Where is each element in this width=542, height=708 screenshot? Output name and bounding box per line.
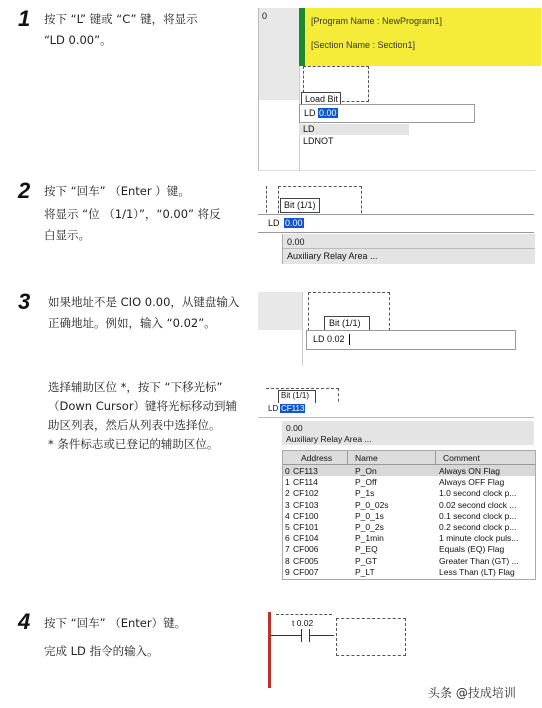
instruction-input[interactable]	[258, 403, 534, 418]
contact-label: t 0.02	[292, 618, 314, 628]
bit-title-box	[280, 198, 320, 213]
rung-number-column	[259, 8, 300, 100]
table-row[interactable]	[283, 532, 535, 543]
suggestion-ld[interactable]: LD	[299, 124, 409, 135]
row-name: P_1s	[355, 488, 375, 499]
row-address: CF104	[293, 533, 319, 544]
row-name: P_LT	[355, 566, 375, 577]
step-1-line1: 按下 “L” 键或 “C” 键，将显示	[44, 12, 198, 26]
input-prefix: LD	[268, 404, 279, 413]
row-address: CF101	[293, 522, 319, 532]
address-list[interactable]	[282, 421, 534, 445]
step-4-line2: 完成 LD 指令的输入。	[44, 644, 159, 658]
aux-line3: 助区列表，然后从列表中选择位。	[48, 418, 221, 432]
rung-left-col	[258, 330, 303, 366]
program-name: [Program Name : NewProgram1]	[311, 16, 443, 26]
input-value: CF113	[281, 404, 305, 413]
row-name: P_On	[355, 466, 377, 476]
input-prefix: LD	[304, 108, 316, 118]
table-header	[283, 451, 535, 465]
instruction-input[interactable]	[306, 330, 516, 350]
rung-number-column	[258, 292, 303, 330]
aux-screenshot	[258, 388, 534, 584]
row-name: P_EQ	[355, 544, 378, 555]
row-index: 1	[285, 477, 290, 488]
step-3-line2: 正确地址。例如，输入 “0.02”。	[48, 316, 216, 330]
step-1-screenshot	[258, 8, 535, 171]
col-address[interactable]: Address	[301, 453, 333, 463]
col-sep-2	[435, 451, 436, 464]
row-comment: 1 minute clock puls...	[439, 533, 519, 544]
table-row[interactable]	[283, 521, 535, 532]
table-row[interactable]	[283, 543, 535, 554]
input-value: 0.00	[285, 218, 303, 228]
aux-line2: （Down Cursor）键将光标移动到辅	[48, 399, 238, 413]
row-comment: 0.1 second clock p...	[439, 510, 517, 521]
table-row[interactable]	[283, 499, 535, 510]
step-1-line2: “LD 0.00”。	[44, 33, 112, 47]
rung-line-left	[271, 635, 301, 636]
bit-title: Bit (1/1)	[329, 318, 361, 328]
step-1-number: 1	[18, 6, 31, 31]
suggestion-list[interactable]	[299, 124, 409, 150]
step-2-line2: 将显示 “位 （1/1）”，“0.00” 将反	[44, 207, 221, 221]
contact-cell	[276, 614, 332, 649]
table-row[interactable]	[283, 476, 535, 487]
table-row[interactable]	[283, 487, 535, 498]
step-3-line1: 如果地址不是 CIO 0.00，从键盘输入	[48, 295, 240, 309]
row-name: P_1min	[355, 533, 384, 544]
power-rail	[268, 612, 271, 688]
row-index: 5	[285, 522, 290, 532]
aux-text	[48, 378, 258, 454]
bit-title: Bit (1/1)	[281, 391, 310, 400]
contact-symbol-left	[301, 629, 302, 642]
row-comment: Equals (EQ) Flag	[439, 544, 505, 555]
list-value[interactable]: 0.00	[286, 423, 303, 433]
step-3-number: 3	[18, 289, 31, 314]
row-address: CF102	[293, 488, 319, 499]
row-name: P_0_1s	[355, 510, 384, 521]
rung-number: 0	[262, 11, 268, 21]
step-2-number: 2	[18, 178, 31, 203]
table-row[interactable]	[283, 555, 535, 566]
row-name: P_0_2s	[355, 522, 384, 532]
list-area[interactable]: Auxiliary Relay Area ...	[287, 251, 378, 261]
table-body	[283, 465, 535, 577]
list-divider	[283, 248, 535, 249]
rung-left-col	[259, 100, 300, 170]
row-comment: Always OFF Flag	[439, 477, 505, 488]
input-value: 0.00	[319, 108, 337, 118]
step-4-line1: 按下 “回车” （Enter）键。	[44, 616, 187, 630]
step-2-line1: 按下 “回车” （Enter ）键。	[44, 184, 190, 198]
step-3-screenshot	[258, 292, 534, 366]
row-comment: 0.2 second clock p...	[439, 522, 517, 532]
input-value: LD 0.02	[313, 334, 345, 344]
step-2-screenshot	[258, 186, 534, 268]
bit-title-box	[324, 316, 370, 331]
row-name: P_Off	[355, 477, 377, 488]
table-row[interactable]	[283, 566, 535, 577]
row-index: 4	[285, 510, 290, 521]
step-4-screenshot	[258, 612, 418, 690]
list-area[interactable]: Auxiliary Relay Area ...	[286, 434, 372, 444]
aux-line4: * 条件标志或已登记的辅助区位。	[48, 437, 219, 451]
address-list[interactable]	[282, 234, 535, 264]
col-name[interactable]: Name	[355, 453, 378, 463]
program-header	[299, 8, 541, 66]
step-3-text	[48, 292, 258, 334]
row-comment: Less Than (LT) Flag	[439, 566, 515, 577]
step-1-text	[44, 9, 244, 51]
table-row[interactable]	[283, 510, 535, 521]
next-cursor-cell	[336, 618, 406, 656]
col-comment[interactable]: Comment	[443, 453, 480, 463]
row-address: CF113	[293, 466, 318, 476]
instruction-input[interactable]	[299, 104, 475, 123]
aux-table	[282, 450, 536, 580]
section-name: [Section Name : Section1]	[311, 40, 416, 50]
row-comment: 1.0 second clock p...	[439, 488, 517, 499]
row-address: CF103	[293, 499, 319, 510]
watermark: 头条 @技成培训	[428, 686, 516, 700]
row-index: 0	[285, 466, 290, 476]
aux-line1: 选择辅助区位 *，按下 “下移光标”	[48, 380, 223, 394]
row-index: 3	[285, 499, 290, 510]
row-index: 7	[285, 544, 290, 555]
step-4-number: 4	[18, 609, 31, 634]
bit-title-box	[278, 390, 316, 404]
step-2-text	[44, 181, 254, 246]
row-name: P_GT	[355, 555, 378, 566]
row-address: CF100	[293, 510, 319, 521]
row-address: CF006	[293, 544, 319, 555]
row-index: 6	[285, 533, 290, 544]
row-index: 8	[285, 555, 290, 566]
row-address: CF005	[293, 555, 319, 566]
text-caret	[349, 334, 350, 345]
suggestion-ldnot[interactable]: LDNOT	[303, 136, 334, 146]
load-bit-title: Load Bit	[305, 94, 339, 104]
row-address: CF007	[293, 566, 319, 577]
bit-title: Bit (1/1)	[284, 200, 316, 210]
row-index: 9	[285, 566, 290, 577]
row-comment: Always ON Flag	[439, 466, 500, 476]
instruction-input[interactable]	[258, 214, 534, 233]
row-address: CF114	[293, 477, 318, 488]
col-sep-1	[347, 451, 348, 464]
list-value[interactable]: 0.00	[287, 237, 305, 247]
row-index: 2	[285, 488, 290, 499]
step-4-text	[44, 613, 254, 662]
input-prefix: LD	[268, 218, 280, 228]
row-name: P_0_02s	[355, 499, 389, 510]
rung-line-right	[310, 635, 334, 636]
table-row[interactable]	[283, 465, 535, 476]
row-comment: Greater Than (GT) ...	[439, 555, 519, 566]
row-comment: 0.02 second clock ...	[439, 499, 517, 510]
step-2-line3: 白显示。	[44, 228, 90, 242]
